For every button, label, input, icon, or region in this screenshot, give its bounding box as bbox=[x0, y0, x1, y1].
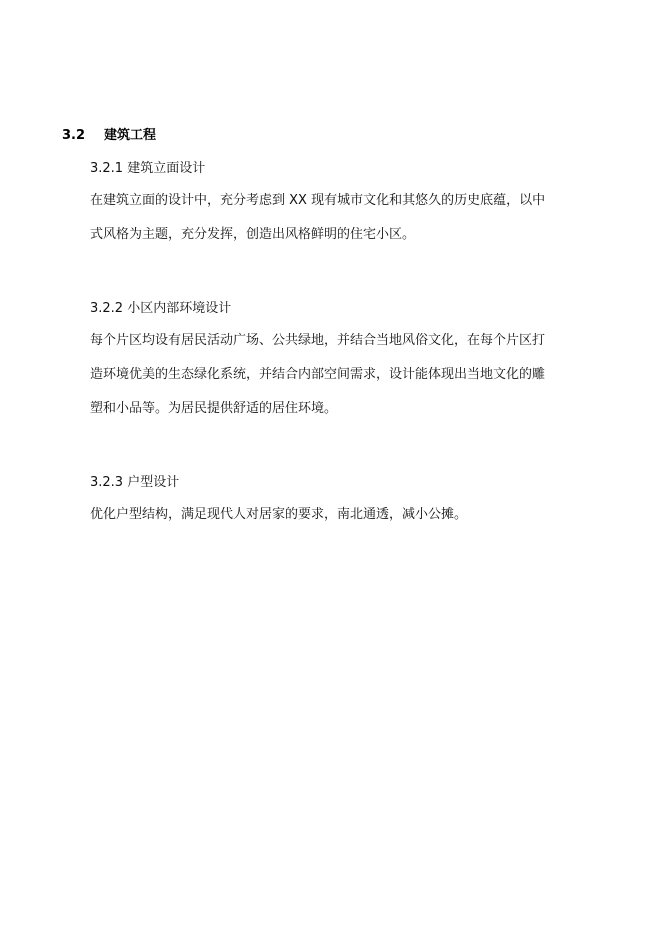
paragraph-line: 塑和小品等。为居民提供舒适的居住环境。 bbox=[90, 401, 338, 416]
paragraph-line: 优化户型结构，满足现代人对居家的要求，南北通透，减小公摊。 bbox=[90, 507, 468, 522]
paragraph-facade bbox=[90, 184, 560, 252]
subsection-heading-unit-type: 3.2.3 户型设计 bbox=[90, 475, 180, 490]
paragraph-line: 在建筑立面的设计中，充分考虑到 XX 现有城市文化和其悠久的历史底蕴，以中 bbox=[90, 193, 546, 208]
subsection-heading-facade: 3.2.1 建筑立面设计 bbox=[90, 161, 206, 176]
paragraph-unit-type bbox=[90, 498, 560, 532]
section-title: 建筑工程 bbox=[104, 128, 157, 143]
section-heading bbox=[62, 124, 156, 143]
paragraph-line: 每个片区均设有居民活动广场、公共绿地，并结合当地风俗文化，在每个片区打 bbox=[90, 333, 546, 348]
section-number: 3.2 bbox=[62, 128, 86, 143]
paragraph-environment bbox=[90, 324, 560, 426]
paragraph-line: 造环境优美的生态绿化系统，并结合内部空间需求，设计能体现出当地文化的雕 bbox=[90, 367, 546, 382]
subsection-heading-environment: 3.2.2 小区内部环境设计 bbox=[90, 301, 232, 316]
paragraph-line: 式风格为主题，充分发挥，创造出风格鲜明的住宅小区。 bbox=[90, 227, 416, 242]
